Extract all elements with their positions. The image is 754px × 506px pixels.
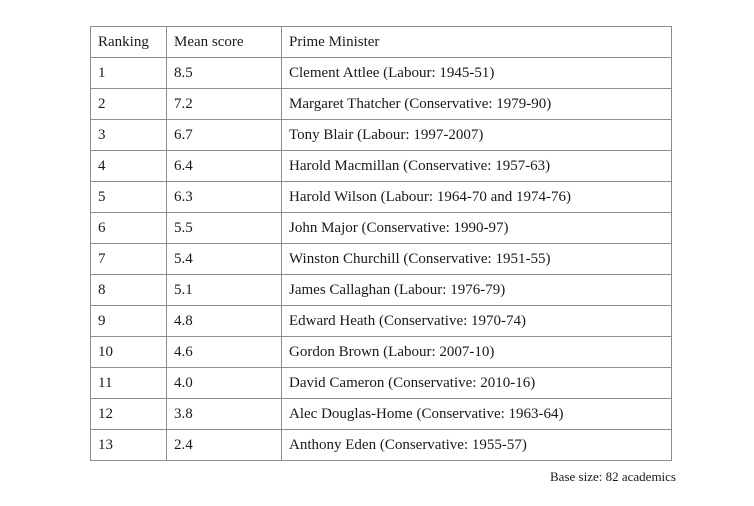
cell-ranking: 10 (91, 337, 167, 368)
cell-prime-minister: Clement Attlee (Labour: 1945-51) (282, 58, 672, 89)
cell-mean-score: 6.3 (167, 182, 282, 213)
header-mean-score: Mean score (167, 27, 282, 58)
header-prime-minister: Prime Minister (282, 27, 672, 58)
pm-ranking-table (90, 26, 672, 461)
cell-prime-minister: John Major (Conservative: 1990-97) (282, 213, 672, 244)
table-row (91, 182, 672, 213)
cell-ranking: 12 (91, 399, 167, 430)
cell-mean-score: 4.8 (167, 306, 282, 337)
table-row (91, 430, 672, 461)
table-row (91, 306, 672, 337)
cell-mean-score: 5.4 (167, 244, 282, 275)
cell-prime-minister: James Callaghan (Labour: 1976-79) (282, 275, 672, 306)
cell-mean-score: 8.5 (167, 58, 282, 89)
cell-ranking: 5 (91, 182, 167, 213)
cell-prime-minister: Edward Heath (Conservative: 1970-74) (282, 306, 672, 337)
cell-mean-score: 3.8 (167, 399, 282, 430)
cell-mean-score: 7.2 (167, 89, 282, 120)
cell-ranking: 11 (91, 368, 167, 399)
cell-mean-score: 2.4 (167, 430, 282, 461)
cell-prime-minister: Anthony Eden (Conservative: 1955-57) (282, 430, 672, 461)
base-size-footnote: Base size: 82 academics (550, 469, 676, 484)
cell-ranking: 7 (91, 244, 167, 275)
cell-prime-minister: Winston Churchill (Conservative: 1951-55) (282, 244, 672, 275)
table-body (91, 58, 672, 461)
cell-ranking: 6 (91, 213, 167, 244)
cell-prime-minister: Margaret Thatcher (Conservative: 1979-90) (282, 89, 672, 120)
table-row (91, 368, 672, 399)
table-row (91, 399, 672, 430)
cell-prime-minister: David Cameron (Conservative: 2010-16) (282, 368, 672, 399)
cell-ranking: 9 (91, 306, 167, 337)
cell-ranking: 4 (91, 151, 167, 182)
table-row (91, 89, 672, 120)
table-row (91, 275, 672, 306)
cell-prime-minister: Harold Wilson (Labour: 1964-70 and 1974-76) (282, 182, 672, 213)
table-row (91, 213, 672, 244)
cell-prime-minister: Tony Blair (Labour: 1997-2007) (282, 120, 672, 151)
table-row (91, 244, 672, 275)
cell-mean-score: 6.7 (167, 120, 282, 151)
cell-ranking: 13 (91, 430, 167, 461)
cell-prime-minister: Gordon Brown (Labour: 2007-10) (282, 337, 672, 368)
cell-prime-minister: Harold Macmillan (Conservative: 1957-63) (282, 151, 672, 182)
table-row (91, 337, 672, 368)
cell-prime-minister: Alec Douglas-Home (Conservative: 1963-64) (282, 399, 672, 430)
cell-mean-score: 5.1 (167, 275, 282, 306)
cell-mean-score: 5.5 (167, 213, 282, 244)
cell-mean-score: 4.0 (167, 368, 282, 399)
table-header-row (91, 27, 672, 58)
cell-ranking: 2 (91, 89, 167, 120)
header-ranking: Ranking (91, 27, 167, 58)
table-row (91, 151, 672, 182)
cell-ranking: 1 (91, 58, 167, 89)
cell-mean-score: 4.6 (167, 337, 282, 368)
table-row (91, 58, 672, 89)
cell-ranking: 3 (91, 120, 167, 151)
cell-ranking: 8 (91, 275, 167, 306)
table-row (91, 120, 672, 151)
cell-mean-score: 6.4 (167, 151, 282, 182)
